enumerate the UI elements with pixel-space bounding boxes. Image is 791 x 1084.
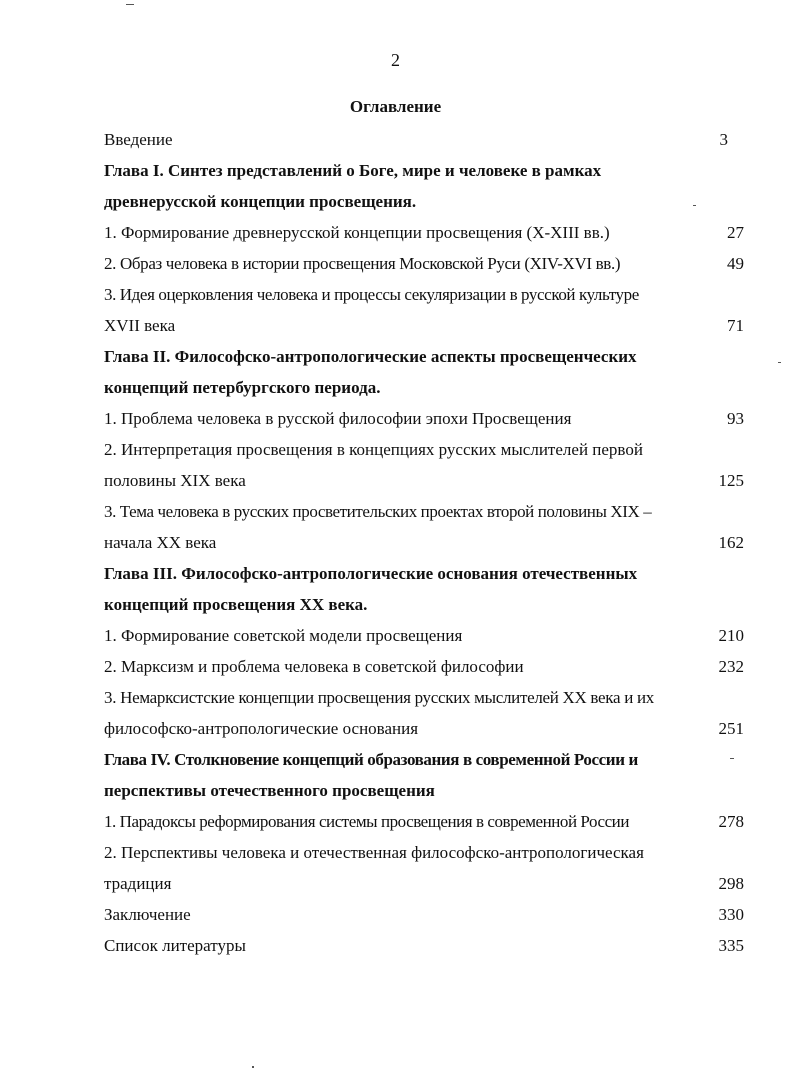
toc-entry-page: 27 [727, 223, 744, 242]
toc-entry-1-2[interactable] [104, 248, 744, 279]
toc-entry-3-2[interactable] [104, 651, 744, 682]
toc-entry-text: 2. Образ человека в истории просвещения Московской Руси (XIV-XVI вв.) [104, 254, 621, 273]
toc-entry-4-2[interactable] [104, 837, 744, 868]
toc-entry-page: 71 [727, 316, 744, 335]
toc-entry-2-1[interactable] [104, 403, 744, 434]
toc-entry-conclusion[interactable] [104, 899, 744, 930]
toc-chapter-2-cont[interactable] [104, 372, 744, 403]
toc-entry-text: 1. Парадоксы реформирования системы просвещения в современной России [104, 812, 629, 831]
toc-entry-text: 3. Тема человека в русских просветительских проектах второй половины XIX – [104, 502, 652, 521]
toc-entry-2-3-cont[interactable] [104, 527, 744, 558]
toc-entry-text: 1. Формирование древнерусской концепции просвещения (X-XIII вв.) [104, 223, 610, 242]
toc-entry-2-2-cont[interactable] [104, 465, 744, 496]
scan-mark [778, 362, 781, 363]
toc-entry-page: 251 [718, 719, 744, 738]
toc-entry-3-3-cont[interactable] [104, 713, 744, 744]
toc-entry-text: начала XX века [104, 533, 217, 552]
toc-chapter-1-cont[interactable] [104, 186, 744, 217]
toc-chapter-3-cont[interactable] [104, 589, 744, 620]
toc-entry-text: Введение [104, 130, 173, 149]
toc-chapter-text: Глава I. Синтез представлений о Боге, мире и человеке в рамках [104, 161, 602, 180]
toc-entry-text: 2. Марксизм и проблема человека в советской философии [104, 657, 524, 676]
toc-entry-intro[interactable] [104, 124, 744, 155]
toc-title: Оглавление [349, 97, 442, 116]
toc-entry-page: 210 [718, 626, 744, 645]
toc-entry-text: Заключение [104, 905, 191, 924]
toc-entry-text: 3. Немарксистские концепции просвещения русских мыслителей XX века и их [104, 688, 654, 707]
toc-entry-page: 330 [718, 905, 744, 924]
toc-chapter-text: концепций просвещения XX века. [104, 595, 368, 614]
scan-mark [126, 4, 134, 5]
toc-chapter-text: Глава II. Философско-антропологические аспекты просвещенческих [104, 347, 637, 366]
toc-entry-1-1[interactable] [104, 217, 744, 248]
toc-chapter-4-cont[interactable] [104, 775, 744, 806]
toc-entry-text: XVII века [104, 316, 176, 335]
toc-chapter-text: концепций петербургского периода. [104, 378, 381, 397]
toc-entry-page: 125 [718, 471, 744, 490]
toc-entry-page: 93 [727, 409, 744, 428]
table-of-contents [104, 124, 744, 961]
toc-entry-text: 3. Идея оцерковления человека и процессы секуляризации в русской культуре [104, 285, 639, 304]
toc-entry-text: половины XIX века [104, 471, 246, 490]
toc-chapter-2[interactable] [104, 341, 744, 372]
toc-entry-text: традиция [104, 874, 172, 893]
toc-entry-4-1[interactable] [104, 806, 744, 837]
toc-entry-page: 232 [718, 657, 744, 676]
toc-entry-text: философско-антропологические основания [104, 719, 419, 738]
toc-entry-page: 49 [727, 254, 744, 273]
toc-chapter-text: Глава IV. Столкновение концепций образования в современной России и [104, 750, 638, 769]
toc-entry-page: 278 [718, 812, 744, 831]
toc-entry-1-3-cont[interactable] [104, 310, 744, 341]
toc-entry-page: 3 [719, 130, 728, 149]
page-number: 2 [391, 50, 400, 70]
toc-chapter-1[interactable] [104, 155, 744, 186]
scan-mark [252, 1066, 254, 1068]
toc-chapter-4[interactable] [104, 744, 744, 775]
toc-entry-page: 335 [718, 936, 744, 955]
toc-chapter-text: перспективы отечественного просвещения [104, 781, 435, 800]
toc-entry-page: 162 [718, 533, 744, 552]
toc-entry-text: 1. Формирование советской модели просвещения [104, 626, 463, 645]
toc-entry-2-2[interactable] [104, 434, 744, 465]
toc-entry-3-3[interactable] [104, 682, 744, 713]
toc-entry-text: Список литературы [104, 936, 246, 955]
toc-entry-text: 2. Интерпретация просвещения в концепциях русских мыслителей первой [104, 440, 643, 459]
toc-entry-text: 2. Перспективы человека и отечественная философско-антропологическая [104, 843, 644, 862]
toc-entry-bibliography[interactable] [104, 930, 744, 961]
toc-entry-page: 298 [718, 874, 744, 893]
toc-entry-3-1[interactable] [104, 620, 744, 651]
toc-chapter-3[interactable] [104, 558, 744, 589]
toc-chapter-text: Глава III. Философско-антропологические основания отечественных [104, 564, 638, 583]
toc-entry-2-3[interactable] [104, 496, 744, 527]
toc-entry-1-3[interactable] [104, 279, 744, 310]
toc-entry-text: 1. Проблема человека в русской философии эпохи Просвещения [104, 409, 572, 428]
toc-entry-4-2-cont[interactable] [104, 868, 744, 899]
toc-chapter-text: древнерусской концепции просвещения. [104, 192, 417, 211]
